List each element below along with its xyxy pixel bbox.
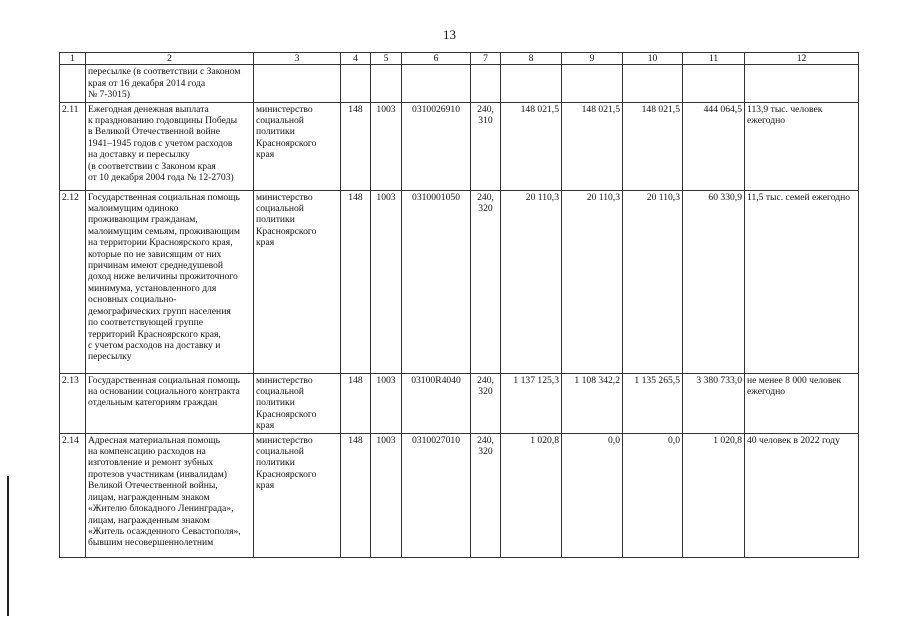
header-cell: 7 [471,53,501,65]
row-col8: 20 110,3 [501,190,562,373]
row-col10: 20 110,3 [623,190,683,373]
row-col7: 240, 310 [471,102,501,190]
row-col5: 1003 [371,433,402,557]
row-col7: 240, 320 [471,373,501,433]
row-number: 2.12 [60,190,86,373]
row-number: 2.14 [60,433,86,557]
row-col8: 1 020,8 [501,433,562,557]
header-cell: 8 [501,53,562,65]
row-col12: 11,5 тыс. семей ежегодно [745,190,859,373]
row-col11: 444 064,5 [683,102,745,190]
header-cell: 12 [745,53,859,65]
table-row [60,190,859,373]
row-col5: 1003 [371,102,402,190]
row-name: Адресная материальная помощь на компенсацию расходов на изготовление и ремонт зубных протезов участникам (инвалидам) Великой Отечественной войны, лицам, награжденным знаком «Жителю блокадного Ленинграда», лицам, награжденным знаком «Житель осажденного Севастополя», бывшим несовершеннолетним [86,433,254,557]
table-row [60,373,859,433]
header-row [60,53,859,65]
row-col7: 240, 320 [471,433,501,557]
header-cell: 2 [86,53,254,65]
table-row [60,433,859,557]
row-number: 2.11 [60,102,86,190]
row-col12: не менее 8 000 человек ежегодно [745,373,859,433]
row-number: 2.13 [60,373,86,433]
row-col4: 148 [341,102,371,190]
row-col9: 0,0 [562,433,623,557]
row-ministry: министерство социальной политики Красноярского края [254,373,341,433]
header-cell: 11 [683,53,745,65]
row-name: Ежегодная денежная выплата к празднованию годовщины Победы в Великой Отечественной войне 1941–1945 годов с учетом расходов на доставку и пересылку (в соответствии с Законом края от 10 декабря 2004 года № 12-2703) [86,102,254,190]
header-cell: 4 [341,53,371,65]
row-name: Государственная социальная помощь на основании социального контракта отдельным категориям граждан [86,373,254,433]
row-col8: 1 137 125,3 [501,373,562,433]
row-col11: 1 020,8 [683,433,745,557]
budget-table [59,52,859,558]
row-col6: 0310027010 [402,433,471,557]
header-cell: 1 [60,53,86,65]
row-col4: 148 [341,190,371,373]
row-col12: 113,9 тыс. человек ежегодно [745,102,859,190]
row-col9: 1 108 342,2 [562,373,623,433]
row-col5: 1003 [371,373,402,433]
row-col11: 3 380 733,0 [683,373,745,433]
header-cell: 10 [623,53,683,65]
row-col6: 03100R4040 [402,373,471,433]
row-col6: 0310001050 [402,190,471,373]
row-col5: 1003 [371,190,402,373]
header-cell: 5 [371,53,402,65]
margin-line [7,476,9,616]
page-number: 13 [443,27,456,42]
row-col10: 1 135 265,5 [623,373,683,433]
row-ministry: министерство социальной политики Красноярского края [254,102,341,190]
row-col9: 148 021,5 [562,102,623,190]
row-col9: 20 110,3 [562,190,623,373]
row-col7: 240, 320 [471,190,501,373]
row-col11: 60 330,9 [683,190,745,373]
row-col10: 0,0 [623,433,683,557]
row-col4: 148 [341,373,371,433]
row-name: пересылке (в соответствии с Законом края от 16 декабря 2014 года № 7-3015) [86,65,254,102]
row-col4: 148 [341,433,371,557]
header-cell: 3 [254,53,341,65]
row-ministry: министерство социальной политики Красноярского края [254,190,341,373]
continuation-row [60,65,859,102]
row-ministry: министерство социальной политики Красноярского края [254,433,341,557]
row-col8: 148 021,5 [501,102,562,190]
row-col12: 40 человек в 2022 году [745,433,859,557]
row-col6: 0310026910 [402,102,471,190]
row-col10: 148 021,5 [623,102,683,190]
row-name: Государственная социальная помощь малоимущим одиноко проживающим гражданам, малоимущим семьям, проживающим на территории Красноярского края, которые по не зависящим от них причинам имеют среднедушевой доход ниже величины прожиточного минимума, установленного для основных социально- демографических групп населения по соответствующей группе территорий Красноярского края, с учетом расходов на доставку и пересылку [86,190,254,373]
table-row [60,102,859,190]
header-cell: 6 [402,53,471,65]
header-cell: 9 [562,53,623,65]
